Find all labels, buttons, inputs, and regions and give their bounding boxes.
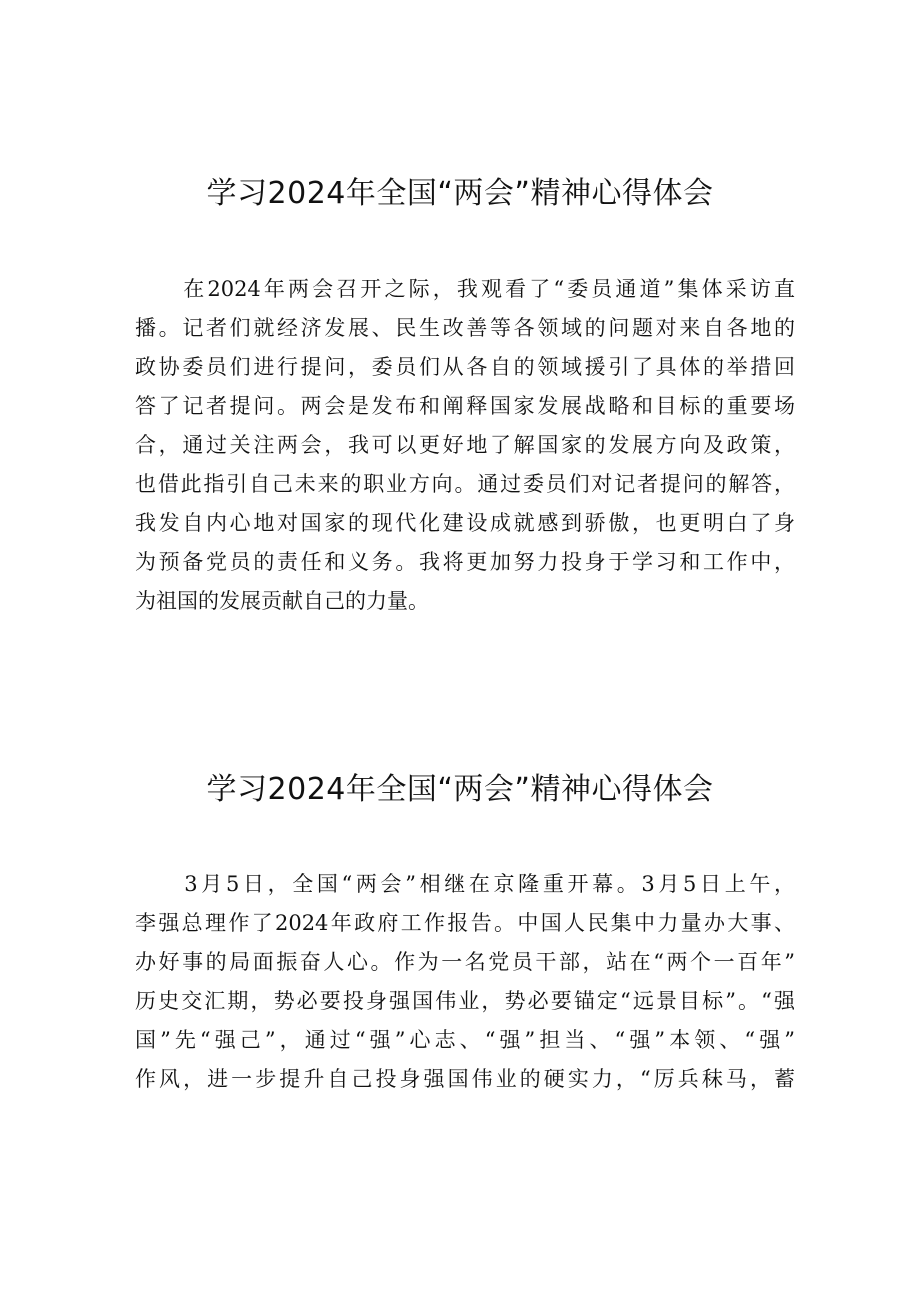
body-line: 也借此指引自己未来的职业方向。通过委员们对记者提问的解答， — [135, 472, 795, 496]
section-title: 学习2024年全国“两会”精神心得体会 — [206, 772, 714, 807]
section-body — [135, 270, 795, 621]
body-line: 政协委员们进行提问，委员们从各自的领域援引了具体的举措回 — [135, 355, 795, 379]
body-line: 答了记者提问。两会是发布和阐释国家发展战略和目标的重要场 — [135, 394, 795, 418]
body-line: 国”先“强己”，通过“强”心志、“强”担当、“强”本领、“强” — [135, 1028, 795, 1052]
body-line: 作风，进一步提升自己投身强国伟业的硬实力，“厉兵秣马，蓄 — [135, 1067, 795, 1091]
body-line: 历史交汇期，势必要投身强国伟业，势必要锚定“远景目标”。“强 — [135, 989, 795, 1013]
body-line: 3月5日，全国“两会”相继在京隆重开幕。3月5日上午， — [135, 872, 795, 896]
section-title: 学习2024年全国“两会”精神心得体会 — [206, 176, 714, 211]
body-line: 办好事的局面振奋人心。作为一名党员干部，站在“两个一百年” — [135, 950, 795, 974]
section-body — [135, 865, 795, 1099]
body-line: 为预备党员的责任和义务。我将更加努力投身于学习和工作中， — [135, 550, 795, 574]
body-line: 合，通过关注两会，我可以更好地了解国家的发展方向及政策， — [135, 433, 795, 457]
body-line: 在2024年两会召开之际，我观看了“委员通道”集体采访直 — [135, 277, 795, 301]
body-line: 李强总理作了2024年政府工作报告。中国人民集中力量办大事、 — [135, 911, 795, 935]
body-line: 播。记者们就经济发展、民生改善等各领域的问题对来自各地的 — [135, 316, 795, 340]
body-line: 我发自内心地对国家的现代化建设成就感到骄傲，也更明白了身 — [135, 511, 795, 535]
body-line: 为祖国的发展贡献自己的力量。 — [135, 589, 429, 613]
